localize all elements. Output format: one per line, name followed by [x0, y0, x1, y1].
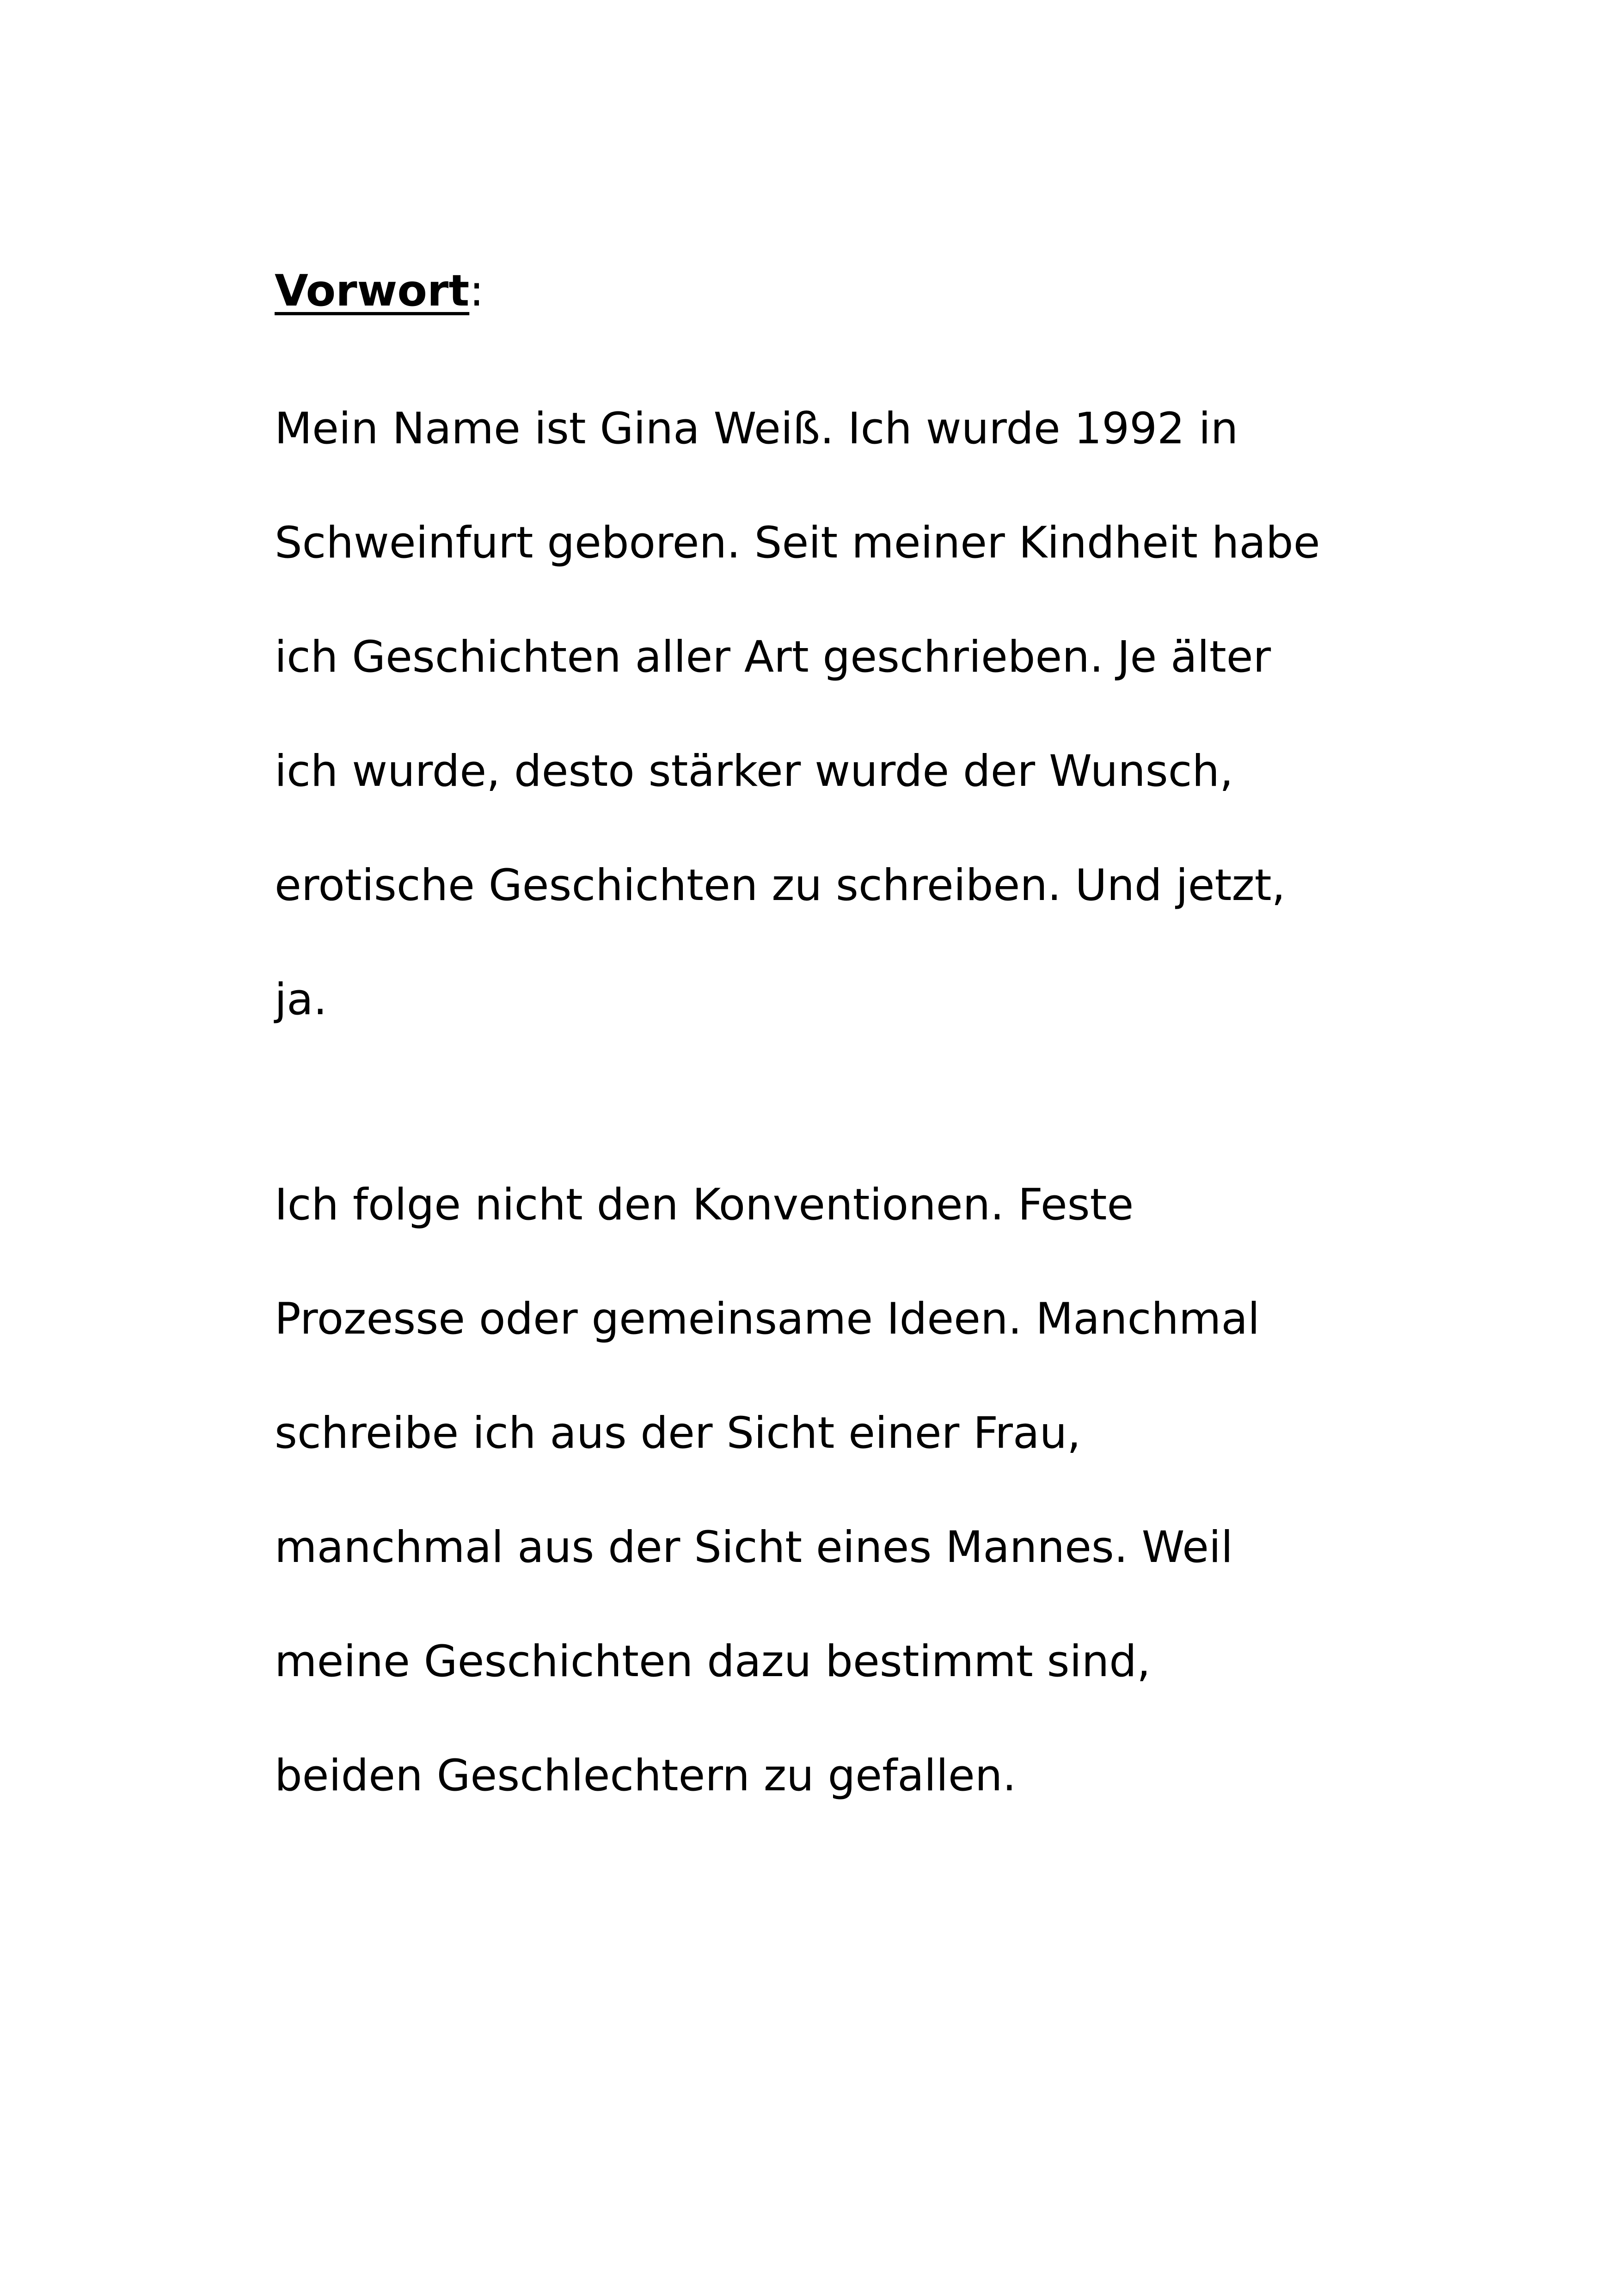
- heading-title: Vorwort: [275, 266, 470, 316]
- paragraph-line: erotische Geschichten zu schreiben. Und jetzt,: [275, 860, 1286, 911]
- heading: [275, 259, 1430, 324]
- paragraph-line: Prozesse oder gemeinsame Ideen. Manchmal: [275, 1294, 1260, 1344]
- heading-colon: :: [469, 266, 484, 316]
- document-body: [275, 259, 1430, 1833]
- paragraph-line: ja.: [275, 974, 327, 1025]
- paragraph-line: Mein Name ist Gina Weiß. Ich wurde 1992 in: [275, 404, 1238, 454]
- paragraph-2: [275, 1148, 1430, 1833]
- paragraph-line: schreibe ich aus der Sicht einer Frau,: [275, 1408, 1081, 1458]
- paragraph-line: meine Geschichten dazu bestimmt sind,: [275, 1636, 1151, 1687]
- paragraph-line: ich Geschichten aller Art geschrieben. Je älter: [275, 632, 1271, 682]
- paragraph-line: manchmal aus der Sicht eines Mannes. Weil: [275, 1522, 1233, 1573]
- paragraph-line: beiden Geschlechtern zu gefallen.: [275, 1751, 1017, 1801]
- paragraph-line: Ich folge nicht den Konventionen. Feste: [275, 1180, 1134, 1230]
- paragraph-1: [275, 372, 1430, 1057]
- paragraph-line: ich wurde, desto stärker wurde der Wunsch,: [275, 746, 1233, 796]
- paragraph-line: Schweinfurt geboren. Seit meiner Kindheit habe: [275, 518, 1320, 568]
- paragraph-spacer: [275, 1057, 1430, 1148]
